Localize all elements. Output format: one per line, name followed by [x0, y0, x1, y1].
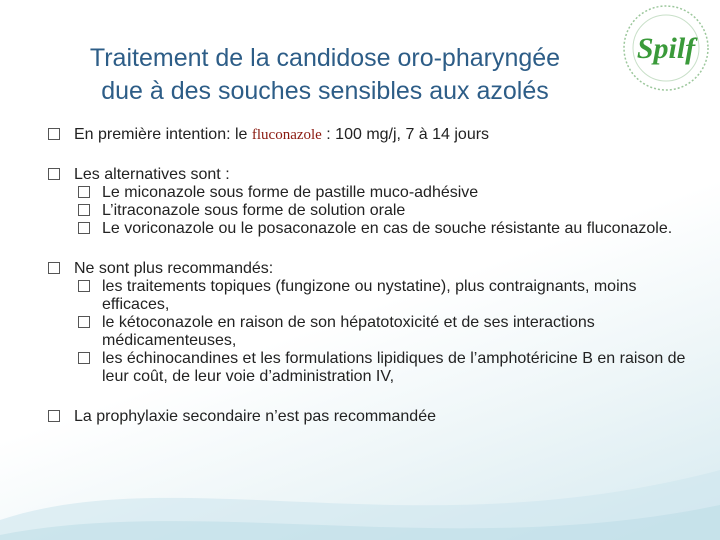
sub-bullet [78, 278, 688, 314]
sub-bullet-text: L’itraconazole sous forme de solution orale [102, 202, 406, 219]
title-line-1: Traitement de la candidose oro-pharyngée [89, 44, 561, 72]
checkbox-bullet-icon [78, 222, 90, 234]
checkbox-bullet-icon [78, 204, 90, 216]
checkbox-bullet-icon [78, 352, 90, 364]
drug-highlight: fluconazole [251, 127, 322, 143]
spilf-logo [618, 0, 714, 96]
bullet-suffix: : 100 mg/j, 7 à 14 jours [321, 126, 490, 143]
sub-bullet [78, 314, 688, 350]
svg-text:Spilf: Spilf [636, 32, 696, 65]
sub-bullet [78, 202, 688, 220]
checkbox-bullet-icon [78, 280, 90, 292]
slide-title [0, 42, 650, 108]
bullet-not-recommended [48, 260, 688, 386]
bullet-alternatives [48, 166, 688, 238]
bullet-prophylaxis [48, 408, 688, 426]
bullet-prefix: En première intention: le [74, 126, 252, 143]
sub-bullet [78, 184, 688, 202]
sub-bullet-text: Le miconazole sous forme de pastille muco-adhésive [102, 184, 479, 201]
checkbox-bullet-icon [48, 410, 60, 422]
checkbox-bullet-icon [78, 186, 90, 198]
sub-bullet-text: le kétoconazole en raison de son hépatotoxicité et de ses interactions médicamenteuses, [102, 314, 595, 349]
checkbox-bullet-icon [78, 316, 90, 328]
bullet-text: Les alternatives sont : [74, 166, 230, 183]
checkbox-bullet-icon [48, 262, 60, 274]
bullet-text: Ne sont plus recommandés: [74, 260, 274, 277]
sub-bullet-text: les échinocandines et les formulations lipidiques de l’amphotéricine B en raison de leur coût, de leur voie d’administration IV, [102, 350, 686, 385]
checkbox-bullet-icon [48, 128, 60, 140]
sub-bullet [78, 350, 688, 386]
checkbox-bullet-icon [48, 168, 60, 180]
bullet-first-intention [48, 126, 688, 144]
slide-content [48, 126, 688, 438]
title-line-2: due à des souches sensibles aux azolés [101, 77, 549, 105]
sub-bullet-text: Le voriconazole ou le posaconazole en cas de souche résistante au fluconazole. [102, 220, 673, 237]
sub-bullet-text: les traitements topiques (fungizone ou nystatine), plus contraignants, moins efficaces, [102, 278, 637, 313]
bullet-text: La prophylaxie secondaire n’est pas recommandée [74, 408, 436, 425]
sub-bullet [78, 220, 688, 238]
